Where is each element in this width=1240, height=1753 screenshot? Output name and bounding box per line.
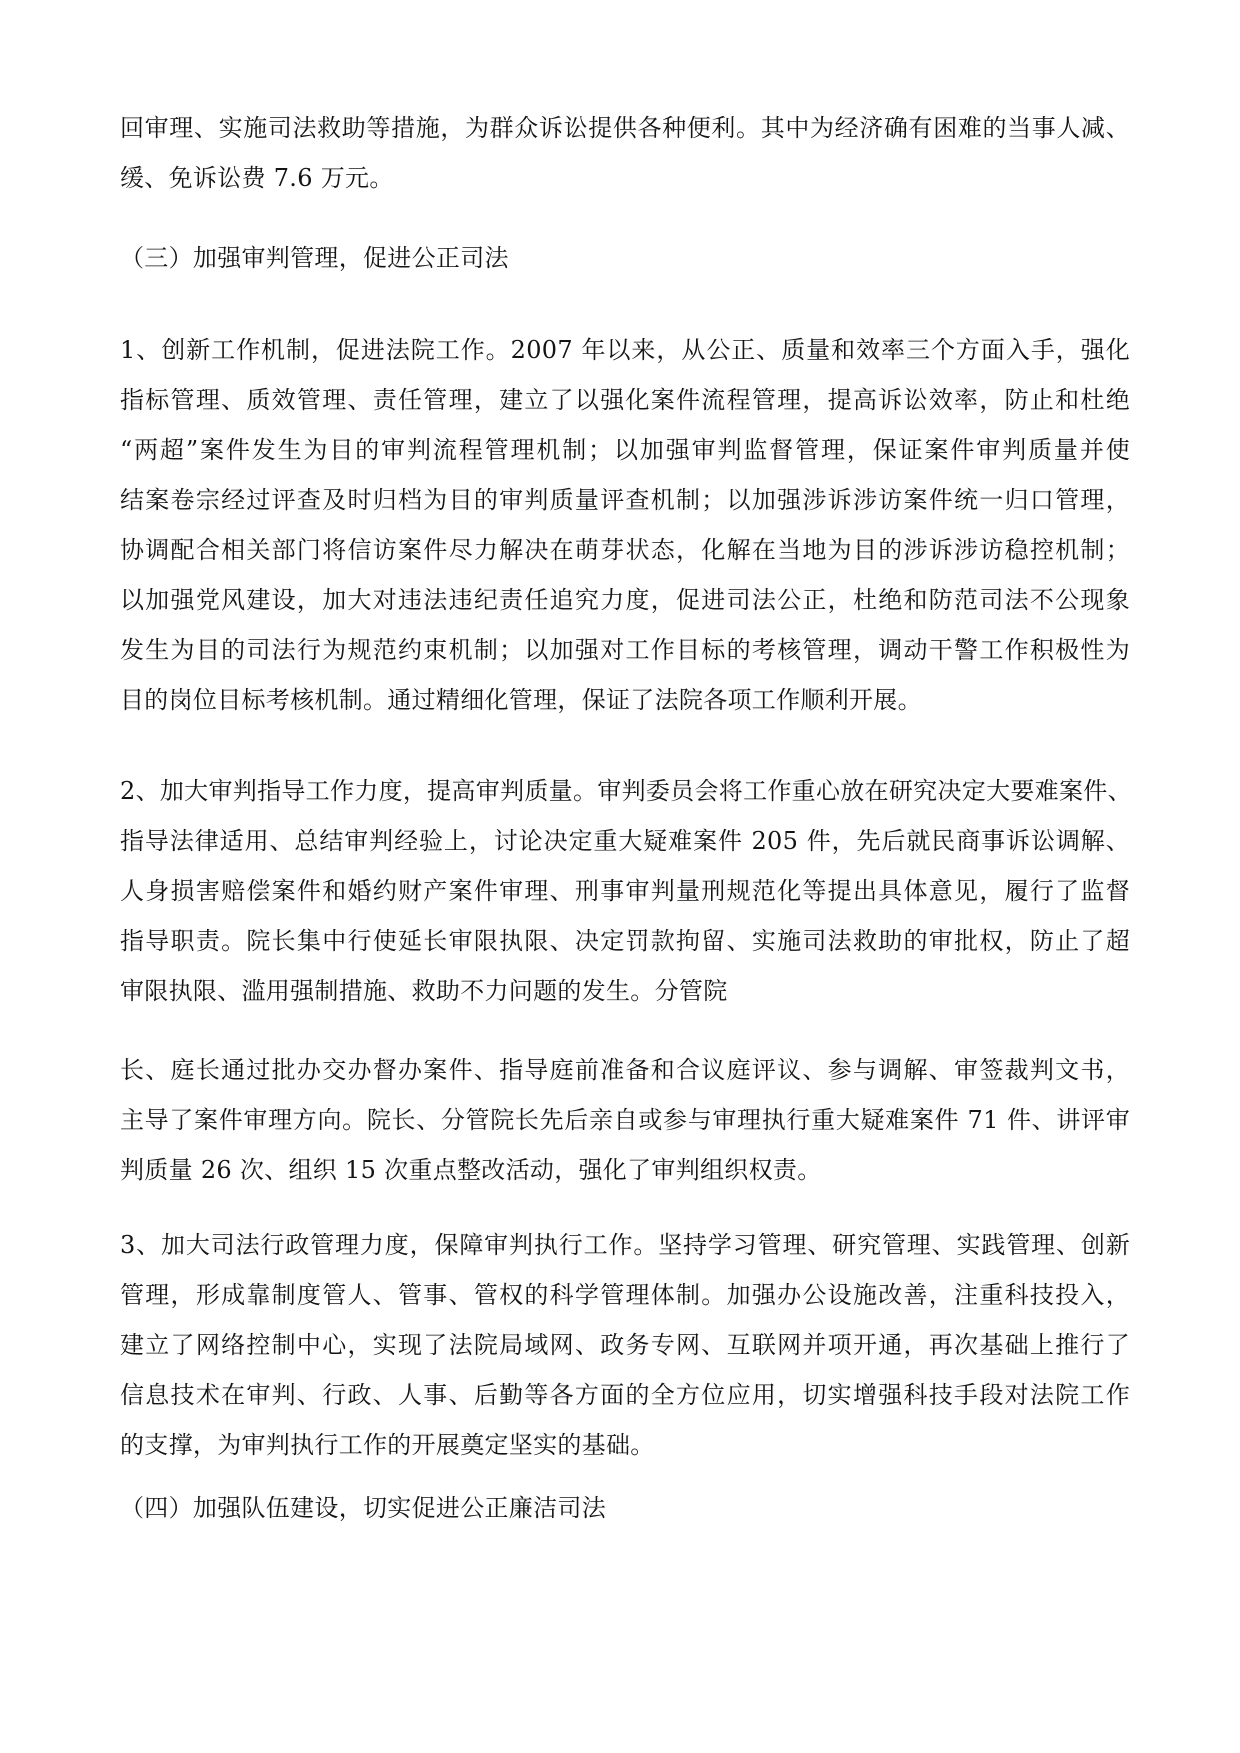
text-line: 指导法律适用、总结审判经验上，讨论决定重大疑难案件 205 件，先后就民商事诉讼调解、 [120,827,1130,855]
text-line: 1、创新工作机制，促进法院工作。2007 年以来，从公正、质量和效率三个方面入手，强化 [120,336,1130,364]
text-line: “两超”案件发生为目的审判流程管理机制；以加强审判监督管理，保证案件审判质量并使 [120,436,1130,464]
text-line: 建立了网络控制中心，实现了法院局域网、政务专网、互联网并项开通，再次基础上推行了 [120,1331,1130,1359]
paragraph-2 [120,766,1130,1016]
text-line: 指标管理、质效管理、责任管理，建立了以强化案件流程管理，提高诉讼效率，防止和杜绝 [120,386,1130,414]
text-line: 发生为目的司法行为规范约束机制；以加强对工作目标的考核管理，调动干警工作积极性为 [120,636,1130,664]
text-line: 2、加大审判指导工作力度，提高审判质量。审判委员会将工作重心放在研究决定大要难案件、 [120,777,1132,805]
text-line: 目的岗位目标考核机制。通过精细化管理，保证了法院各项工作顺利开展。 [120,686,922,714]
text-line: 管理，形成靠制度管人、管事、管权的科学管理体制。加强办公设施改善，注重科技投入， [120,1281,1130,1309]
text-line: 长、庭长通过批办交办督办案件、指导庭前准备和合议庭评议、参与调解、审签裁判文书， [120,1056,1130,1084]
text-line: 主导了案件审理方向。院长、分管院长先后亲自或参与审理执行重大疑难案件 71 件、讲评审 [120,1106,1130,1134]
paragraph-3 [120,1220,1130,1470]
paragraph-intro [120,103,1130,203]
text-line: 以加强党风建设，加大对违法违纪责任追究力度，促进司法公正，杜绝和防范司法不公现象 [120,586,1130,614]
text-line: 缓、免诉讼费 7.6 万元。 [120,164,394,192]
text-line: 人身损害赔偿案件和婚约财产案件审理、刑事审判量刑规范化等提出具体意见，履行了监督 [120,877,1130,905]
text-line: 信息技术在审判、行政、人事、后勤等各方面的全方位应用，切实增强科技手段对法院工作 [120,1381,1130,1409]
section-heading-4: （四）加强队伍建设，切实促进公正廉洁司法 [120,1494,606,1522]
section-heading-3: （三）加强审判管理，促进公正司法 [120,244,509,272]
text-line: 协调配合相关部门将信访案件尽力解决在萌芽状态，化解在当地为目的涉诉涉访稳控机制； [120,536,1130,564]
text-line: 审限执限、滥用强制措施、救助不力问题的发生。分管院 [120,977,728,1005]
text-line: 的支撑，为审判执行工作的开展奠定坚实的基础。 [120,1431,655,1459]
text-line: 判质量 26 次、组织 15 次重点整改活动，强化了审判组织权责。 [120,1156,822,1184]
text-line: 结案卷宗经过评查及时归档为目的审判质量评查机制；以加强涉诉涉访案件统一归口管理， [120,486,1130,514]
paragraph-1 [120,325,1130,725]
paragraph-2-continued [120,1045,1130,1195]
text-line: 3、加大司法行政管理力度，保障审判执行工作。坚持学习管理、研究管理、实践管理、创新 [120,1231,1130,1259]
text-line: 指导职责。院长集中行使延长审限执限、决定罚款拘留、实施司法救助的审批权，防止了超 [120,927,1130,955]
text-line: 回审理、实施司法救助等措施，为群众诉讼提供各种便利。其中为经济确有困难的当事人减、 [120,114,1130,142]
